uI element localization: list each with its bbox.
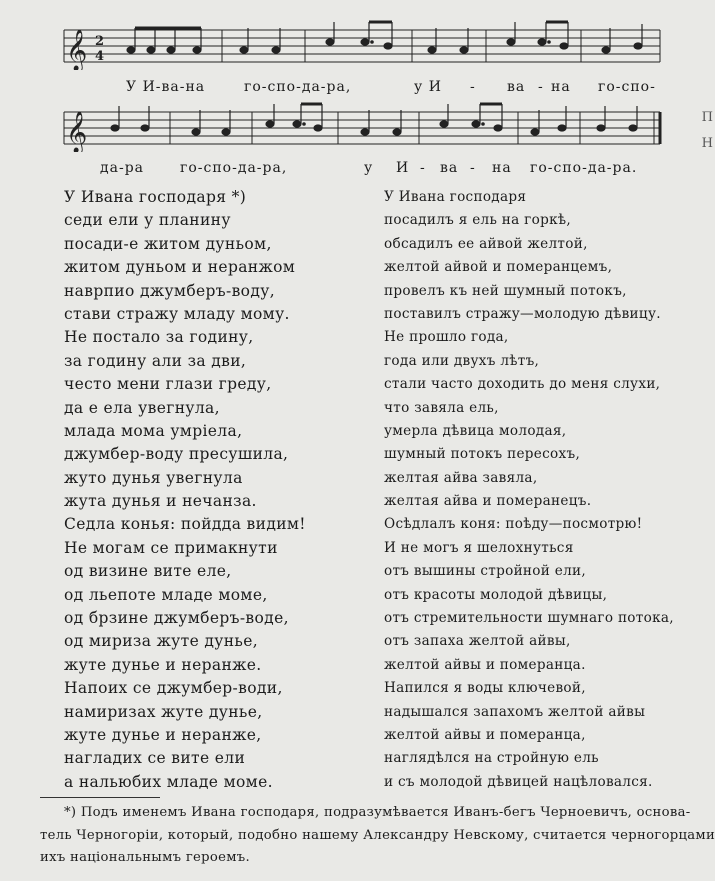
verse-line: од мириза жуте дунье, [64,632,259,651]
footnote-line: *) Подъ именемъ Ивана господаря, подразумѣвается Иванъ-бегъ Черноевичъ, основа- [64,805,691,820]
lyric-syllable: И [396,160,410,176]
translation-line: И не могъ я шелохнуться [384,539,574,556]
lyric-syllable: да-ра [100,160,145,176]
verse-line: за годину али за дви, [64,351,247,370]
time-signature-bottom: 4 [95,49,105,64]
verse-line: посади-е житом дуньом, [64,234,272,253]
footnote [40,802,715,870]
footnote-line: тель Черногоріи, который, подобно нашему Александру Невскому, считается черногорцами [40,827,715,843]
footnote-line: ихъ національнымъ героемъ. [40,850,250,865]
lyric-syllable: ва [440,160,459,176]
translation-line: желтая айва завяла, [384,469,538,486]
translation-line: надышался запахомъ желтой айвы [384,703,646,720]
verse-line: од визине вите еле, [64,562,232,581]
music-staff-1 [0,18,715,70]
lyric-syllable: - [470,79,476,95]
verse-line: од брзине джумберъ-воде, [64,609,289,628]
verse-line: У Ивана господаря *) [64,188,247,206]
translation-line: Осѣдлалъ коня: поѣду—посмотрю! [384,516,643,533]
translation-line: посадилъ я ель на горкѣ, [384,212,572,229]
verse-line: често мени глази греду, [64,375,272,394]
translation-line: отъ красоты молодой дѣвицы, [384,586,608,603]
lyric-syllable: го-спо-да-ра, [180,160,288,176]
translation-line: что завяла ель, [384,399,499,416]
translation-line: желтой айвы и померанца, [384,726,586,743]
verse-line: а нальюбих младе моме. [64,772,273,791]
margin-mark: П [701,110,713,125]
translation-line: обсадилъ ее айвой желтой, [384,235,588,252]
translation-line: года или двухъ лѣтъ, [384,352,540,369]
translation-line: шумный потокъ пересохъ, [384,446,581,463]
translation-line: желтая айва и померанецъ. [384,493,592,510]
lyrics-line-1 [0,79,715,97]
verse-line: жута дунья и нечанза. [64,492,257,511]
lyric-syllable: на [492,160,512,176]
serbian-verse-column [64,186,306,794]
translation-line: и съ молодой дѣвицей нацѣловался. [384,773,653,790]
margin-mark: Н [701,136,713,151]
russian-translation-column [384,186,674,794]
lyric-syllable: у И [414,79,442,95]
verse-line: Седла конья: пойдда видим! [64,515,306,534]
translation-line: поставилъ стражу—молодую дѣвицу. [384,305,661,322]
treble-clef-icon: 𝄞 [66,30,88,70]
verse-line: житом дуньом и неранжом [64,258,296,277]
translation-line: Напился я воды ключевой, [384,680,586,697]
translation-line: У Ивана господаря [384,189,527,205]
verse-line: намиризах жуте дунье, [64,702,263,721]
verse-line: млада мома умріела, [64,421,243,440]
verse-line: Не могам се примакнути [64,538,278,557]
verse-line: джумбер-воду пресушила, [64,445,289,464]
translation-line: отъ стремительности шумнаго потока, [384,610,674,627]
verse-line: стави стражу младу мому. [64,304,290,323]
lyrics-line-2 [0,160,715,178]
verse-line: да е ела увегнула, [64,398,220,417]
verse-line: наврпио джумберъ-воду, [64,281,275,300]
verse-line: жуто дунья увегнула [64,468,243,487]
lyric-syllable: - [470,160,476,176]
translation-line: провелъ къ ней шумный потокъ, [384,282,627,299]
translation-line: умерла дѣвица молодая, [384,422,567,439]
verse-line: нагладих се вите ели [64,749,246,768]
translation-line: желтой айвы и померанца. [384,656,586,673]
verse-line: седи ели у планину [64,211,231,230]
footnote-divider [40,797,160,798]
verse-line: жуте дунье и неранже, [64,725,262,744]
lyric-syllable: ва [507,79,526,95]
translation-line: желтой айвой и померанцемъ, [384,259,613,276]
verse-line: Не постало за годину, [64,328,254,347]
lyric-syllable: у [364,160,374,176]
music-staff-2 [0,100,715,152]
lyric-syllable: - [420,160,426,176]
verse-line: од льепоте младе моме, [64,585,268,604]
time-signature-top: 2 [95,34,105,49]
lyric-syllable: - [538,79,544,95]
translation-line: стали часто доходить до меня слухи, [384,376,661,393]
lyric-syllable: го-спо-да-ра, [244,79,352,95]
lyric-syllable: У И-ва-на [126,79,206,95]
verse-line: жуте дунье и неранже. [64,655,262,674]
translation-line: отъ вышины стройной ели, [384,563,587,580]
translation-line: отъ запаха желтой айвы, [384,633,571,650]
lyric-syllable: го-спо- [598,79,656,95]
treble-clef-icon: 𝄞 [66,112,88,152]
translation-line: Не прошло года, [384,329,509,346]
lyric-syllable: на [551,79,571,95]
translation-line: наглядѣлся на стройную ель [384,750,599,767]
lyric-syllable: го-спо-да-ра. [530,160,638,176]
verse-line: Напоих се джумбер-води, [64,679,283,698]
